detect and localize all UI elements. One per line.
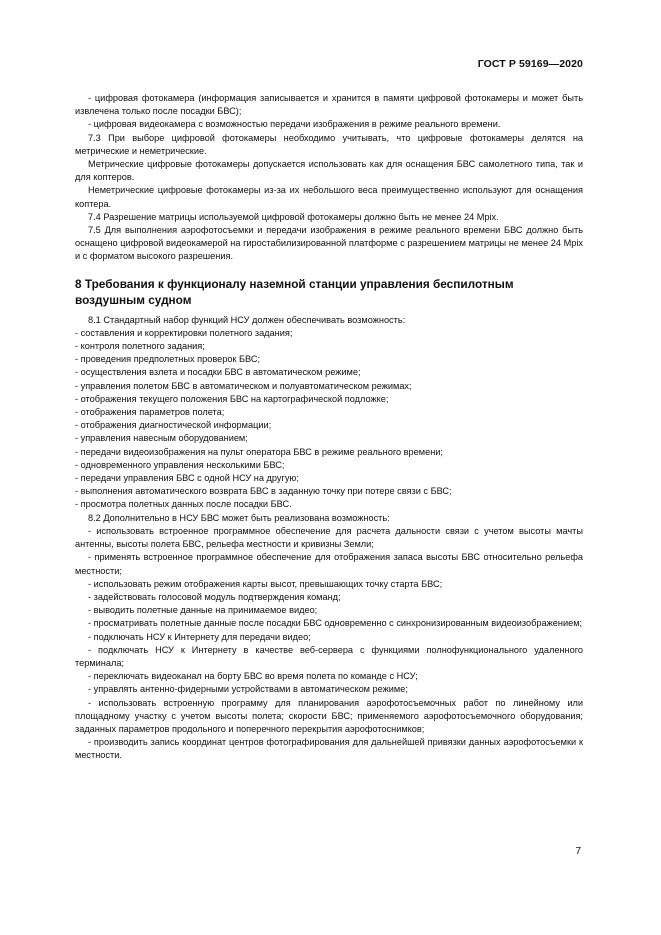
list-item: - задействовать голосовой модуль подтверждения команд; <box>88 591 341 602</box>
list-item: - одновременного управления несколькими БВС; <box>75 459 285 470</box>
list-item: - управлять антенно-фидерными устройствами в автоматическом режиме; <box>88 684 408 695</box>
list-item: - отображения диагностической информации; <box>75 420 272 431</box>
paragraph: 7.4 Разрешение матрицы используемой цифровой фотокамеры должно быть не менее 24 Mpix. <box>88 211 499 222</box>
paragraph: 7.3 При выборе цифровой фотокамеры необходимо учитывать, что цифровые фотокамеры делятся на метрические и неметрические. <box>75 132 583 156</box>
list-item: - передачи управления БВС с одной НСУ на другую; <box>75 473 299 484</box>
paragraph: 7.5 Для выполнения аэрофотосъемки и передачи изображения в режиме реального времени БВС должно быть оснащено цифровой видеокамерой на гиростабилизированной платформе с разрешением матрицы не менее 24 Mpix и с форматом высокого разрешения. <box>75 225 583 262</box>
list-item: - использовать режим отображения карты высот, превышающих точку старта БВС; <box>88 578 443 589</box>
list-item: - просматривать полетные данные после посадки БВС одновременно с синхронизированным видеоизображением; <box>88 618 583 629</box>
section-intro: 8.1 Стандартный набор функций НСУ должен обеспечивать возможность: <box>88 314 406 325</box>
list-item: - отображения текущего положения БВС на картографической подложке; <box>75 393 389 404</box>
list-item: - управления навесным оборудованием; <box>75 433 248 444</box>
list-item: - управления полетом БВС в автоматическом и полуавтоматическом режимах; <box>75 380 412 391</box>
list-item: - проведения предполетных проверок БВС; <box>75 354 261 365</box>
page-body <box>75 92 583 763</box>
document-code: ГОСТ Р 59169—2020 <box>477 58 583 70</box>
list-item: - выполнения автоматического возврата БВС в заданную точку при потере связи с БВС; <box>75 486 452 497</box>
list-item: - составления и корректировки полетного задания; <box>75 327 293 338</box>
list-item: - подключать НСУ к Интернету для передачи видео; <box>88 631 311 642</box>
list-item: - отображения параметров полета; <box>75 407 225 418</box>
list-item: - использовать встроенную программу для планирования аэрофотосъемочных работ по линейному или площадному участку с учетом высоты полета; скорости БВС; применяемого аэрофотосъемочного оборудования; заданных параметров продольного и поперечного перекрытия аэрофотоснимков; <box>75 697 583 734</box>
list-item: - производить запись координат центров фотографирования для дальнейшей привязки данных аэрофотосъемки к местности. <box>75 737 583 761</box>
paragraph: - цифровая фотокамера (информация записывается и хранится в памяти цифровой фотокамеры и может быть извлечена только после посадки БВС); <box>75 93 583 117</box>
page-number: 7 <box>575 846 581 857</box>
list-item: - осуществления взлета и посадки БВС в автоматическом режиме; <box>75 367 361 378</box>
list-item: - контроля полетного задания; <box>75 341 205 352</box>
paragraph: - цифровая видеокамера с возможностью передачи изображения в режиме реального времени. <box>88 119 501 130</box>
list-item: - выводить полетные данные на принимаемое видео; <box>88 605 318 616</box>
section-intro: 8.2 Дополнительно в НСУ БВС может быть реализована возможность: <box>88 512 390 523</box>
list-item: - использовать встроенное программное обеспечение для расчета дальности связи с учетом высоты мачты антенны, высоты полета БВС, рельефа местности и кривизны Земли; <box>75 525 583 550</box>
list-item: - применять встроенное программное обеспечение для отображения запаса высоты БВС относительно рельефа местности; <box>75 552 583 576</box>
section-heading: 8 Требования к функционалу наземной станции управления беспилотным воздушным судном <box>75 276 514 307</box>
list-item: - переключать видеоканал на борту БВС во время полета по команде с НСУ; <box>88 671 418 682</box>
paragraph: Метрические цифровые фотокамеры допускается использовать как для оснащения БВС самолетного типа, так и для коптеров. <box>75 159 583 183</box>
list-item: - просмотра полетных данных после посадки БВС. <box>75 499 292 510</box>
paragraph: Неметрические цифровые фотокамеры из-за их небольшого веса преимущественно используют для оснащения коптера. <box>75 185 583 209</box>
list-item: - подключать НСУ к Интернету в качестве веб-сервера с функциями полнофункционального удаленного терминала; <box>75 644 583 668</box>
list-item: - передачи видеоизображения на пульт оператора БВС в режиме реального времени; <box>75 446 443 457</box>
